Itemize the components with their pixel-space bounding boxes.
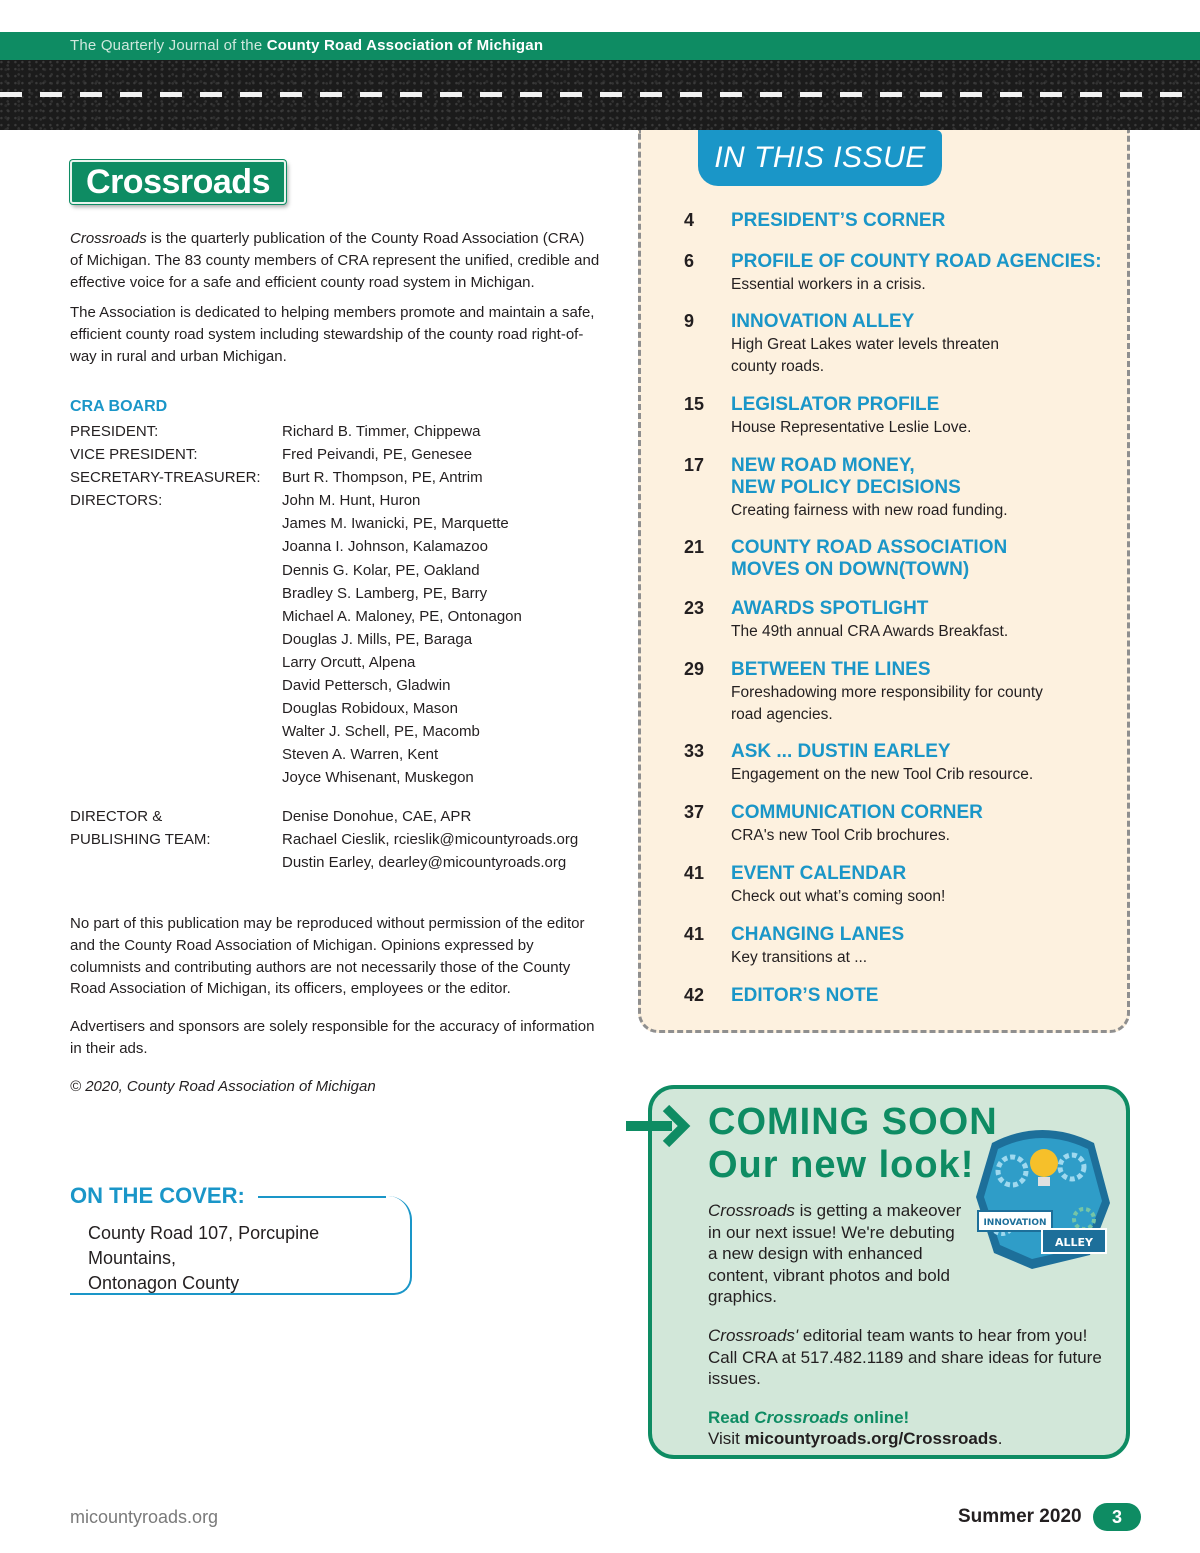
board-member: Fred Peivandi, PE, Genesee [282,446,473,464]
intro-title: Crossroads [70,230,147,247]
publication-title: Crossroads' [708,1325,799,1345]
arrow-right-icon [626,1104,698,1148]
publication-title: Crossroads [708,1201,795,1220]
toc-description: Key transitions at ... [731,949,868,966]
toc-heading: LEGISLATOR PROFILE [731,394,940,415]
team-member: Denise Donohue, CAE, APR [282,808,472,825]
toc-page-number: 21 [684,537,705,557]
toc-heading: PROFILE OF COUNTY ROAD AGENCIES: [731,251,1102,272]
tagline-org: County Road Association of Michigan [266,37,544,54]
paragraph-body: is getting a makeover in our next issue! We're debuting a new design with enhanced content, vibrant photos and bold graphics. [708,1201,962,1307]
director-name: Joyce Whisenant, Muskegon [282,769,474,787]
toc-heading: AWARDS SPOTLIGHT [731,598,929,619]
road-banner [0,60,1200,130]
toc-page-number: 4 [684,210,695,230]
toc-heading-line-2: MOVES ON DOWN(TOWN) [731,559,970,580]
legal-notice [70,913,600,1114]
director-name: Walter J. Schell, PE, Macomb [282,723,480,741]
role-label: VICE PRESIDENT: [70,446,198,464]
role-label: PRESIDENT: [70,423,159,440]
toc-page-number: 15 [684,394,705,414]
team-list [282,805,578,874]
toc-description: Creating fairness with new road funding. [731,502,1008,519]
board-row-president [70,420,610,443]
toc-description: High Great Lakes water levels threaten county roads. [731,336,999,375]
page-number: 3 [1093,1503,1141,1531]
toc-description: House Representative Leslie Love. [731,419,972,436]
coming-soon-paragraph-2 [708,1325,1103,1390]
director-name: Steven A. Warren, Kent [282,746,439,764]
director-name: Bradley S. Lamberg, PE, Barry [282,584,488,602]
toc-heading: BETWEEN THE LINES [731,659,931,680]
toc-page-number: 41 [684,924,705,944]
lane-dashes [0,92,1200,97]
toc-page-number: 23 [684,598,705,618]
toc-heading: COMMUNICATION CORNER [731,802,983,823]
logo-text: Crossroads [86,163,270,201]
director-name: David Pettersch, Gladwin [282,677,451,695]
toc-heading: NEW ROAD MONEY, [731,455,915,476]
director-name: John M. Hunt, Huron [282,492,421,510]
footer-issue-date: Summer 2020 [958,1506,1082,1527]
in-this-issue-title: IN THIS ISSUE [714,141,926,174]
team-member: Dustin Earley, dearley@micountyroads.org [282,854,567,872]
toc-heading: INNOVATION ALLEY [731,311,915,332]
intro-p1-body: is the quarterly publication of the County Road Association (CRA) of Michigan. The 83 county members of CRA represent the unified, credible and effective voice for a safe and efficient county road system in Michigan. [70,230,600,291]
toc-page-number: 6 [684,251,695,271]
toc-description: CRA's new Tool Crib brochures. [731,827,950,844]
visit-line [708,1428,1103,1450]
team-label-line: PUBLISHING TEAM: [70,831,211,849]
read-title: Crossroads [754,1407,849,1427]
paragraph-body: editorial team wants to hear from you! Call CRA at 517.482.1189 and share ideas for future issues. [708,1325,1102,1389]
journal-header-band [0,32,1200,60]
coming-soon-title: COMING SOON [708,1101,998,1143]
legal-paragraph: No part of this publication may be reproduced without permission of the editor and the County Road Association of Michigan. Opinions expressed by columnists and contributing authors are not necessarily those of the County Road Association of Michigan, its officers, employees or the editor. [70,915,585,998]
toc-heading: EVENT CALENDAR [731,863,907,884]
toc-heading: CHANGING LANES [731,924,905,945]
toc-page-number: 33 [684,741,705,761]
toc-description: Foreshadowing more responsibility for county road agencies. [731,684,1043,723]
cover-label: ON THE COVER: [70,1183,245,1208]
toc-heading: PRESIDENT’S CORNER [731,210,946,231]
directors-list [282,489,522,789]
copyright: © 2020, County Road Association of Michigan [70,1077,376,1095]
director-name: Dennis G. Kolar, PE, Oakland [282,561,480,579]
director-name: Michael A. Maloney, PE, Ontonagon [282,607,522,625]
board-row-directors [70,489,610,789]
badge-text-bottom: ALLEY [1054,1236,1094,1249]
team-member: Rachael Cieslik, rcieslik@micountyroads.org [282,831,579,849]
toc-page-number: 41 [684,863,705,883]
cover-caption-line: Ontonagon County [88,1273,240,1293]
read-prefix: Read [708,1407,755,1427]
toc-page-number: 29 [684,659,705,679]
director-name: Larry Orcutt, Alpena [282,653,416,671]
coming-soon-subtitle: Our new look! [708,1144,975,1186]
toc-heading: COUNTY ROAD ASSOCIATION [731,537,1008,558]
role-label: SECRETARY-TREASURER: [70,469,261,487]
toc-heading: ASK ... DUSTIN EARLEY [731,741,951,762]
team-label-line: DIRECTOR & [70,808,163,825]
footer-website[interactable]: micountyroads.org [70,1507,219,1527]
director-name: Douglas J. Mills, PE, Baraga [282,630,473,648]
toc-description: Check out what’s coming soon! [731,888,946,905]
director-name: Joanna I. Johnson, Kalamazoo [282,538,488,556]
toc-description: Essential workers in a crisis. [731,276,926,293]
in-this-issue-tab [698,130,942,186]
visit-prefix: Visit [708,1429,745,1449]
toc-page-number: 9 [684,311,695,331]
toc-heading-line-2: NEW POLICY DECISIONS [731,477,961,498]
cover-caption [88,1221,408,1296]
director-name: Douglas Robidoux, Mason [282,700,458,718]
badge-text-top: INNOVATION [983,1218,1047,1228]
role-label: DIRECTORS: [70,492,163,510]
board-row-vp [70,443,610,466]
read-online-link[interactable] [708,1407,1103,1429]
toc-page-number: 37 [684,802,705,822]
toc-page-number: 17 [684,455,705,475]
intro-paragraph-2: The Association is dedicated to helping members promote and maintain a safe, efficient county road system including stewardship of the county road right-of-way in rural and urban Michigan. [70,304,595,365]
website-link[interactable]: micountyroads.org/Crossroads [744,1429,998,1449]
toc-page-number: 42 [684,985,705,1005]
team-role-label [70,805,282,874]
read-suffix: online! [848,1407,910,1427]
board-member: Burt R. Thompson, PE, Antrim [282,469,483,487]
toc-description: The 49th annual CRA Awards Breakfast. [731,623,1009,640]
advertiser-paragraph: Advertisers and sponsors are solely responsible for the accuracy of information in their ads. [70,1018,595,1057]
crossroads-logo [70,160,286,204]
board-member: Richard B. Timmer, Chippewa [282,423,481,440]
director-name: James M. Iwanicki, PE, Marquette [282,515,509,533]
publishing-team [70,805,610,874]
toc-heading: EDITOR’S NOTE [731,985,879,1006]
intro-paragraph-1 [70,228,600,293]
board-title: CRA BOARD [70,398,168,415]
coming-soon-body [708,1200,1103,1450]
intro-text [70,228,600,377]
journal-tagline [70,37,543,54]
cover-caption-line: County Road 107, Porcupine Mountains, [88,1223,320,1268]
tagline-prefix: The Quarterly Journal of the [70,37,263,54]
board-row-secretary [70,466,610,489]
toc-description: Engagement on the new Tool Crib resource. [731,766,1034,783]
board-list [70,420,610,790]
visit-suffix: . [997,1429,1003,1449]
coming-soon-paragraph-1 [708,1200,968,1308]
